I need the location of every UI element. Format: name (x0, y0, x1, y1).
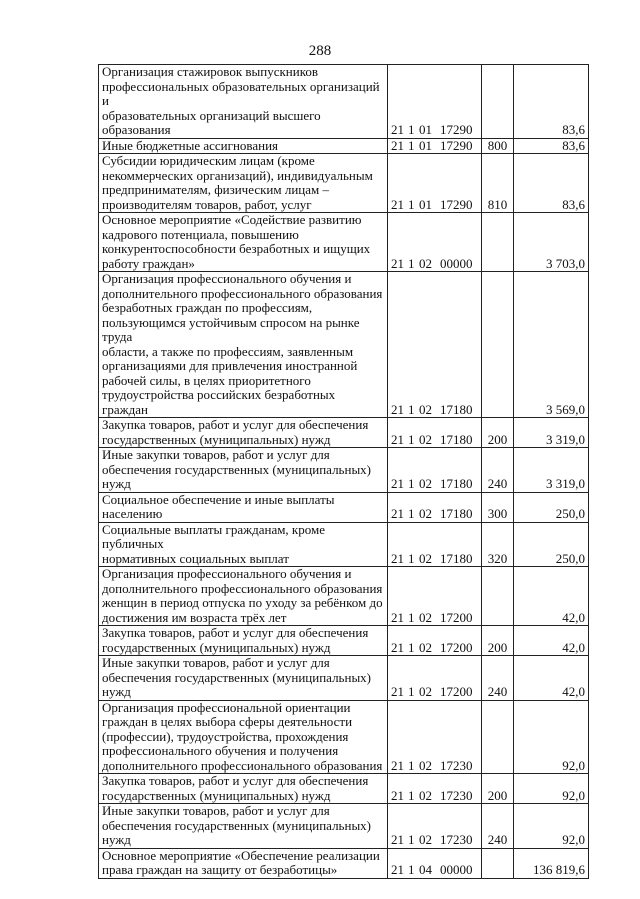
code-direction: 00000 (440, 255, 473, 271)
row-target-code (388, 65, 482, 139)
row-expense-type (482, 700, 514, 774)
table-row (99, 700, 589, 774)
row-target-code (388, 656, 482, 701)
code-direction: 17180 (440, 476, 473, 491)
row-name: Организация профессионального обучения и дополнительного профессионального образования безработных граждан по профессиям, пользующимся устойчивым спросом на рынке труда области, а также по профессиям, заявленным организациями для привлечения иностранной рабочей силы, в целях приоритетного трудоустройства российских безработных граждан (99, 272, 388, 418)
row-name: Социальные выплаты гражданам, кроме публичных нормативных социальных выплат (99, 522, 388, 567)
code-program: 21 (391, 757, 404, 773)
row-expense-type (482, 848, 514, 878)
code-subprogram: 1 (408, 832, 415, 847)
row-target-code (388, 848, 482, 878)
code-subprogram: 1 (408, 138, 415, 153)
code-program: 21 (391, 255, 404, 271)
row-target-code (388, 567, 482, 626)
row-sum: 3 569,0 (514, 272, 589, 418)
code-program: 21 (391, 639, 404, 655)
row-name: Социальное обеспечение и иные выплаты населению (99, 492, 388, 522)
code-program: 21 (391, 787, 404, 803)
table-row (99, 65, 589, 139)
code-subprogram: 1 (408, 122, 415, 137)
table-row (99, 626, 589, 656)
code-program: 21 (391, 862, 404, 877)
code-direction: 17290 (440, 196, 473, 212)
code-event: 01 (419, 122, 432, 137)
code-subprogram: 1 (408, 431, 415, 447)
code-subprogram: 1 (408, 550, 415, 566)
code-subprogram: 1 (408, 255, 415, 271)
table-row (99, 804, 589, 849)
code-program: 21 (391, 550, 404, 566)
code-event: 02 (419, 431, 432, 447)
row-expense-type: 240 (482, 448, 514, 493)
row-name: Иные закупки товаров, работ и услуг для обеспечения государственных (муниципальных) нужд (99, 448, 388, 493)
table-row (99, 213, 589, 272)
row-name: Иные закупки товаров, работ и услуг для обеспечения государственных (муниципальных) нужд (99, 804, 388, 849)
code-event: 02 (419, 832, 432, 847)
row-sum: 136 819,6 (514, 848, 589, 878)
row-target-code (388, 700, 482, 774)
code-direction: 17180 (440, 431, 473, 447)
code-subprogram: 1 (408, 787, 415, 803)
code-program: 21 (391, 506, 404, 521)
row-target-code (388, 138, 482, 154)
table-row (99, 272, 589, 418)
row-target-code (388, 626, 482, 656)
row-expense-type: 300 (482, 492, 514, 522)
code-direction: 17200 (440, 684, 473, 699)
row-sum: 83,6 (514, 138, 589, 154)
code-subprogram: 1 (408, 196, 415, 212)
table-row (99, 418, 589, 448)
row-target-code (388, 804, 482, 849)
code-direction: 00000 (440, 862, 473, 877)
code-subprogram: 1 (408, 862, 415, 877)
code-event: 02 (419, 609, 432, 625)
code-program: 21 (391, 476, 404, 491)
code-event: 01 (419, 196, 432, 212)
row-expense-type: 800 (482, 138, 514, 154)
table-row (99, 522, 589, 567)
row-target-code (388, 492, 482, 522)
code-direction: 17180 (440, 506, 473, 521)
row-sum: 92,0 (514, 774, 589, 804)
code-direction: 17200 (440, 639, 473, 655)
row-name: Иные закупки товаров, работ и услуг для обеспечения государственных (муниципальных) нужд (99, 656, 388, 701)
code-program: 21 (391, 196, 404, 212)
code-event: 02 (419, 684, 432, 699)
row-expense-type: 810 (482, 154, 514, 213)
code-direction: 17230 (440, 787, 473, 803)
row-expense-type (482, 272, 514, 418)
row-expense-type: 240 (482, 656, 514, 701)
row-name: Основное мероприятие «Обеспечение реализации права граждан на защиту от безработицы» (99, 848, 388, 878)
code-event: 02 (419, 255, 432, 271)
row-sum: 42,0 (514, 626, 589, 656)
code-event: 02 (419, 476, 432, 491)
table-row (99, 774, 589, 804)
table-row (99, 567, 589, 626)
budget-table (98, 64, 589, 879)
code-event: 02 (419, 550, 432, 566)
code-subprogram: 1 (408, 757, 415, 773)
budget-table-body (99, 65, 589, 879)
row-sum: 3 703,0 (514, 213, 589, 272)
row-sum: 42,0 (514, 656, 589, 701)
code-event: 04 (419, 862, 432, 877)
row-expense-type (482, 567, 514, 626)
row-expense-type (482, 65, 514, 139)
row-target-code (388, 272, 482, 418)
table-row (99, 656, 589, 701)
code-subprogram: 1 (408, 684, 415, 699)
code-direction: 17230 (440, 832, 473, 847)
row-sum: 83,6 (514, 154, 589, 213)
row-name: Закупка товаров, работ и услуг для обеспечения государственных (муниципальных) нужд (99, 774, 388, 804)
row-target-code (388, 774, 482, 804)
code-direction: 17290 (440, 122, 473, 137)
row-target-code (388, 418, 482, 448)
row-name: Закупка товаров, работ и услуг для обеспечения государственных (муниципальных) нужд (99, 418, 388, 448)
row-expense-type: 320 (482, 522, 514, 567)
code-event: 02 (419, 506, 432, 521)
row-expense-type: 240 (482, 804, 514, 849)
page-number: 288 (308, 43, 332, 59)
table-row (99, 448, 589, 493)
code-program: 21 (391, 832, 404, 847)
code-subprogram: 1 (408, 476, 415, 491)
code-direction: 17200 (440, 609, 473, 625)
row-name: Закупка товаров, работ и услуг для обеспечения государственных (муниципальных) нужд (99, 626, 388, 656)
code-event: 02 (419, 401, 432, 417)
table-row (99, 138, 589, 154)
code-program: 21 (391, 138, 404, 153)
row-target-code (388, 154, 482, 213)
code-direction: 17180 (440, 401, 473, 417)
row-sum: 83,6 (514, 65, 589, 139)
row-expense-type: 200 (482, 774, 514, 804)
code-program: 21 (391, 431, 404, 447)
row-target-code (388, 213, 482, 272)
code-program: 21 (391, 122, 404, 137)
code-program: 21 (391, 609, 404, 625)
row-sum: 250,0 (514, 522, 589, 567)
code-event: 02 (419, 757, 432, 773)
row-name: Организация профессионального обучения и дополнительного профессионального образования женщин в период отпуска по уходу за ребёнком до достижения им возраста трёх лет (99, 567, 388, 626)
row-expense-type: 200 (482, 626, 514, 656)
row-name: Организация стажировок выпускников профессиональных образовательных организаций и образовательных организаций высшего образования (99, 65, 388, 139)
table-row (99, 154, 589, 213)
code-event: 02 (419, 639, 432, 655)
row-sum: 250,0 (514, 492, 589, 522)
row-sum: 3 319,0 (514, 448, 589, 493)
code-subprogram: 1 (408, 609, 415, 625)
row-sum: 42,0 (514, 567, 589, 626)
table-row (99, 848, 589, 878)
code-direction: 17230 (440, 757, 473, 773)
row-sum: 3 319,0 (514, 418, 589, 448)
code-program: 21 (391, 684, 404, 699)
code-event: 02 (419, 787, 432, 803)
code-program: 21 (391, 401, 404, 417)
row-target-code (388, 522, 482, 567)
row-name: Субсидии юридическим лицам (кроме некоммерческих организаций), индивидуальным предпринимателям, физическим лицам – производителям товаров, работ, услуг (99, 154, 388, 213)
row-name: Иные бюджетные ассигнования (99, 138, 388, 154)
table-row (99, 492, 589, 522)
code-direction: 17290 (440, 138, 473, 153)
row-sum: 92,0 (514, 700, 589, 774)
code-subprogram: 1 (408, 506, 415, 521)
row-target-code (388, 448, 482, 493)
row-expense-type: 200 (482, 418, 514, 448)
code-subprogram: 1 (408, 639, 415, 655)
row-name: Организация профессиональной ориентации граждан в целях выбора сферы деятельности (профессии), трудоустройства, прохождения профессионального обучения и получения дополнительного профессионального образования (99, 700, 388, 774)
row-expense-type (482, 213, 514, 272)
code-direction: 17180 (440, 550, 473, 566)
row-sum: 92,0 (514, 804, 589, 849)
code-subprogram: 1 (408, 401, 415, 417)
code-event: 01 (419, 138, 432, 153)
row-name: Основное мероприятие «Содействие развитию кадрового потенциала, повышению конкурентоспособности безработных и ищущих работу граждан» (99, 213, 388, 272)
